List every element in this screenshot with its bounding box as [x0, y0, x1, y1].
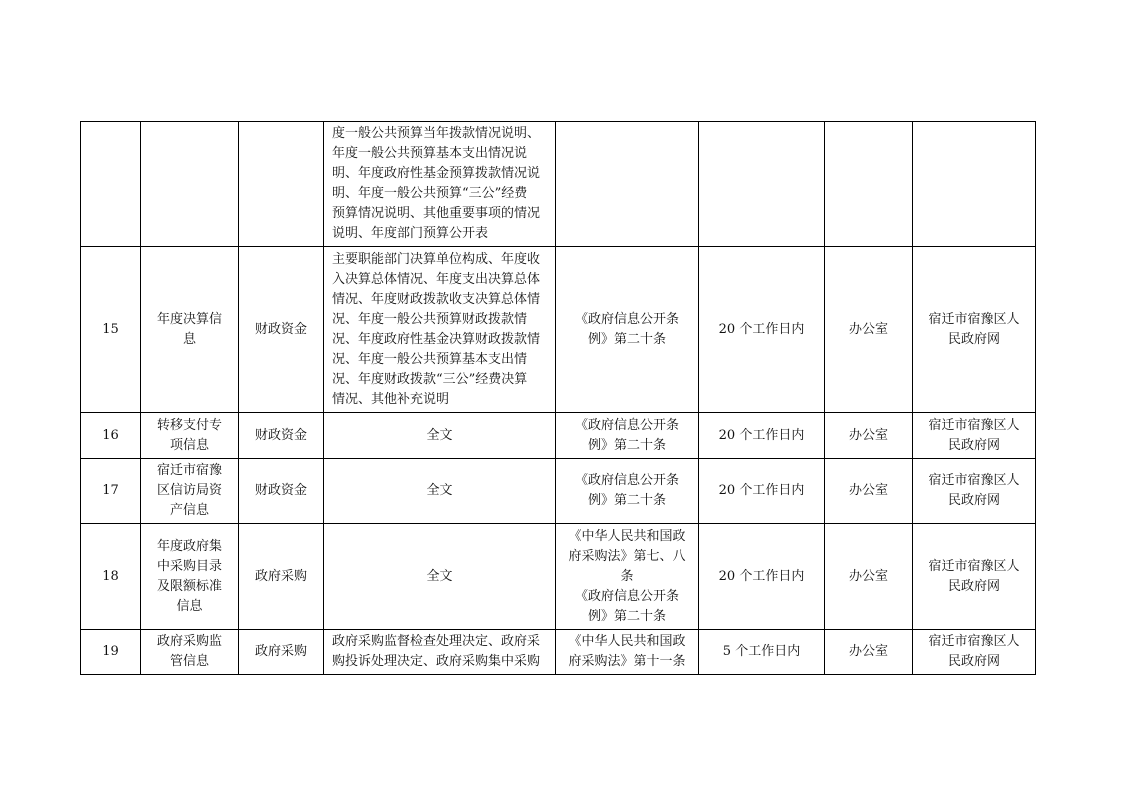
- time-limit-cell: 20 个工作日内: [699, 459, 825, 524]
- content-cell: 政府采购监督检查处理决定、政府采 购投诉处理决定、政府采购集中采购: [324, 630, 556, 675]
- category-cell: [239, 122, 324, 247]
- basis-cell: 《政府信息公开条 例》第二十条: [556, 459, 699, 524]
- department-cell: 办公室: [825, 524, 913, 630]
- content-cell: 全文: [324, 524, 556, 630]
- time-limit-cell: 5 个工作日内: [699, 630, 825, 675]
- channel-cell: 宿迁市宿豫区人 民政府网: [913, 630, 1036, 675]
- seq-cell: [81, 122, 141, 247]
- basis-cell: 《中华人民共和国政 府采购法》第十一条: [556, 630, 699, 675]
- department-cell: 办公室: [825, 630, 913, 675]
- channel-cell: 宿迁市宿豫区人 民政府网: [913, 524, 1036, 630]
- department-cell: 办公室: [825, 459, 913, 524]
- table-row: [81, 630, 1036, 675]
- table-row: [81, 459, 1036, 524]
- seq-cell: 15: [81, 247, 141, 413]
- name-cell: 政府采购监 管信息: [141, 630, 239, 675]
- channel-cell: [913, 122, 1036, 247]
- name-cell: 年度决算信 息: [141, 247, 239, 413]
- name-cell: 转移支付专 项信息: [141, 413, 239, 459]
- category-cell: 政府采购: [239, 630, 324, 675]
- disclosure-table: [80, 121, 1036, 675]
- seq-cell: 18: [81, 524, 141, 630]
- channel-cell: 宿迁市宿豫区人 民政府网: [913, 413, 1036, 459]
- basis-cell: 《政府信息公开条 例》第二十条: [556, 413, 699, 459]
- content-cell: 主要职能部门决算单位构成、年度收 入决算总体情况、年度支出决算总体 情况、年度财政拨款收支决算总体情 况、年度一般公共预算财政拨款情 况、年度政府性基金决算财政拨款情 况、年度一般公共预算基本支出情 况、年度财政拨款“三公”经费决算 情况、其他补充说明: [324, 247, 556, 413]
- table-row: [81, 524, 1036, 630]
- basis-cell: [556, 122, 699, 247]
- time-limit-cell: 20 个工作日内: [699, 524, 825, 630]
- table-row: [81, 247, 1036, 413]
- seq-cell: 19: [81, 630, 141, 675]
- department-cell: [825, 122, 913, 247]
- category-cell: 财政资金: [239, 459, 324, 524]
- department-cell: 办公室: [825, 413, 913, 459]
- name-cell: 宿迁市宿豫 区信访局资 产信息: [141, 459, 239, 524]
- department-cell: 办公室: [825, 247, 913, 413]
- content-cell: 度一般公共预算当年拨款情况说明、 年度一般公共预算基本支出情况说 明、年度政府性基金预算拨款情况说 明、年度一般公共预算“三公”经费 预算情况说明、其他重要事项的情况 说明、年度部门预算公开表: [324, 122, 556, 247]
- table-row: [81, 413, 1036, 459]
- name-cell: 年度政府集 中采购目录 及限额标准 信息: [141, 524, 239, 630]
- basis-cell: 《中华人民共和国政 府采购法》第七、八 条 《政府信息公开条 例》第二十条: [556, 524, 699, 630]
- basis-cell: 《政府信息公开条 例》第二十条: [556, 247, 699, 413]
- seq-cell: 17: [81, 459, 141, 524]
- content-cell: 全文: [324, 459, 556, 524]
- table-row: [81, 122, 1036, 247]
- time-limit-cell: [699, 122, 825, 247]
- channel-cell: 宿迁市宿豫区人 民政府网: [913, 247, 1036, 413]
- seq-cell: 16: [81, 413, 141, 459]
- time-limit-cell: 20 个工作日内: [699, 247, 825, 413]
- category-cell: 政府采购: [239, 524, 324, 630]
- content-cell: 全文: [324, 413, 556, 459]
- category-cell: 财政资金: [239, 413, 324, 459]
- time-limit-cell: 20 个工作日内: [699, 413, 825, 459]
- channel-cell: 宿迁市宿豫区人 民政府网: [913, 459, 1036, 524]
- name-cell: [141, 122, 239, 247]
- category-cell: 财政资金: [239, 247, 324, 413]
